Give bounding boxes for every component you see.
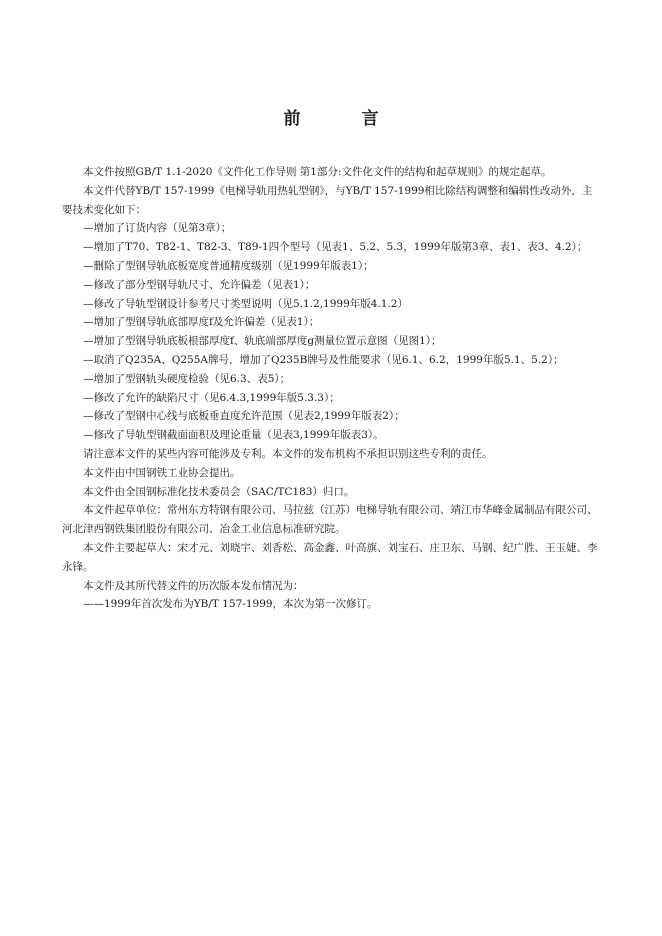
list-item: —增加了型钢导轨底部厚度f及允许偏差（见表1）； [83, 316, 320, 329]
page-title: 前 言 [283, 109, 401, 129]
intro-paragraph: 本文件按照GB/T 1.1-2020《文件化工作导则 第1部分:文件化文件的结构和起草规则》的规定起草。 [83, 166, 552, 178]
drafting-units: 本文件起草单位：常州东方特钢有限公司、马拉兹（江苏）电梯导轨有限公司、靖江市华峰金属制品有限公司、河北津西钢铁集团股份有限公司、冶金工业信息标准研究院。 [62, 504, 598, 536]
list-item: —增加了T70、T82-1、T82-3、T89-1四个型号（见表1、5.2、5.3，1999年版第3章、表1、表3、4.2）； [83, 241, 588, 254]
list-item: —取消了Q235A、Q255A牌号，增加了Q235B牌号及性能要求（见6.1、6.2，1999年版5.1、5.2）； [83, 353, 564, 366]
drafters: 本文件主要起草人：宋才元、刘晓宇、刘香松、高金鑫、叶高旗、刘宝石、庄卫东、马钢、纪广胜、王玉婕、李永锋。 [62, 541, 598, 573]
list-item: —修改了型钢中心线与底板垂直度允许范围（见表2,1999年版表2）； [83, 410, 405, 423]
list-item: —增加了型钢导轨底板根部厚度f、轨底端部厚度g测量位置示意图（见图1）； [83, 335, 442, 348]
list-item: —修改了部分型钢导轨尺寸、允许偏差（见表1）； [83, 278, 316, 291]
list-item: —修改了允许的缺陷尺寸（见6.4.3,1999年版5.3.3）； [83, 391, 340, 404]
proposer-statement: 本文件由中国钢铁工业协会提出。 [83, 466, 241, 479]
version-history-item: ——1999年首次发布为YB/T 157-1999，本次为第一次修订。 [83, 598, 378, 611]
foreword-body [62, 163, 602, 614]
list-item: —增加了订货内容（见第3章）； [83, 222, 232, 235]
technical-committee-statement: 本文件由全国钢标准化技术委员会（SAC/TC183）归口。 [83, 485, 355, 498]
list-item: —删除了型钢导轨底板宽度普通精度级别（见1999年版表1）； [83, 259, 374, 272]
list-item: —修改了导轨型钢设计参考尺寸类型说明（见5.1.2,1999年版4.1.2） [83, 297, 408, 310]
patent-notice: 请注意本文件的某些内容可能涉及专利。本文件的发布机构不承担识别这些专利的责任。 [83, 447, 493, 460]
replacement-paragraph: 本文件代替YB/T 157-1999《电梯导轨用热轧型钢》，与YB/T 157-1999相比除结构调整和编辑性改动外，主要技术变化如下： [62, 184, 593, 216]
changes-list [62, 219, 602, 445]
list-item: —修改了导轨型钢截面面积及理论重量（见表3,1999年版表3）。 [83, 429, 384, 442]
list-item: —增加了型钢轨头硬度检验（见6.3、表5）； [83, 372, 291, 385]
version-history-intro: 本文件及其所代替文件的历次版本发布情况为： [83, 579, 304, 592]
